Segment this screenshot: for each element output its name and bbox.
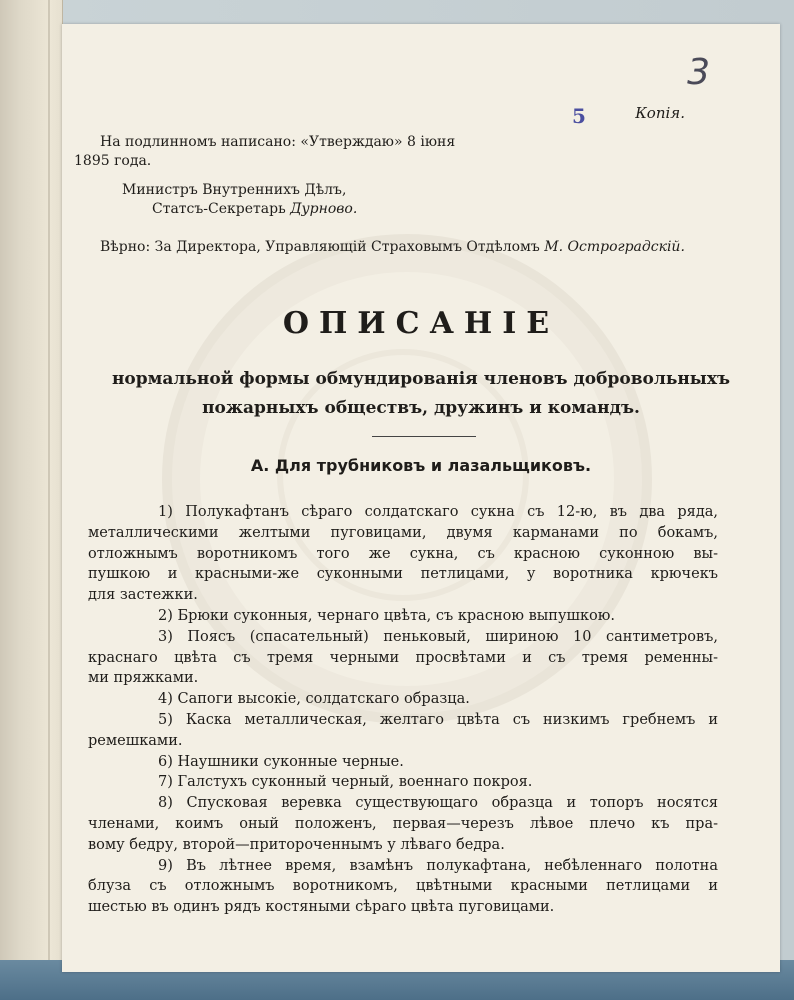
- text-line: вому бедру, второй—притороченнымъ у лѣваго бедра.: [88, 836, 505, 853]
- certification-text: Вѣрно: За Директора, Управляющій Страховымъ Отдѣломъ: [100, 239, 540, 255]
- text-line: 5) Каска металлическая, желтаго цвѣта съ низкимъ гребнемъ и: [158, 711, 718, 728]
- document-subtitle-line-1: нормальной формы обмундированія членовъ добровольныхъ: [111, 369, 731, 389]
- certification-signature: М. Остроградскій.: [544, 239, 685, 255]
- section-heading: А. Для трубниковъ и лазальщиковъ.: [250, 456, 592, 475]
- document-subtitle-line-2: пожарныхъ обществъ, дружинъ и командъ.: [202, 398, 640, 418]
- minister-line-1: Министръ Внутреннихъ Дѣлъ,: [122, 182, 347, 198]
- ink-stamp-mark: 5: [572, 104, 586, 128]
- copy-label: Копія.: [635, 104, 685, 122]
- document-page: [62, 24, 780, 972]
- approval-note-line-2: 1895 года.: [74, 153, 152, 169]
- approval-note-line-1: На подлинномъ написано: «Утверждаю» 8 іюня: [100, 134, 456, 150]
- text-line: 7) Галстухъ суконный черный, военнаго покроя.: [158, 774, 533, 791]
- text-line: 6) Наушники суконные черные.: [158, 753, 404, 770]
- text-line: металлическими желтыми пуговицами, двумя карманами по бокамъ,: [88, 524, 718, 541]
- text-line: блуза съ отложнымъ воротникомъ, цвѣтными красными петлицами и: [88, 878, 718, 895]
- previous-page-edge: [0, 0, 63, 1000]
- certification-line: [100, 239, 685, 255]
- text-line: для застежки.: [88, 587, 198, 604]
- text-line: 3) Поясъ (спасательный) пеньковый, шириною 10 сантиметровъ,: [158, 628, 718, 645]
- document-title: ОПИСАНІЕ: [282, 306, 560, 341]
- text-line: 9) Въ лѣтнее время, взамѣнъ полукафтана, небѣленнаго полотна: [158, 857, 718, 874]
- text-line: 2) Брюки суконныя, чернаго цвѣта, съ красною выпушкою.: [158, 607, 615, 624]
- text-line: членами, коимъ оный положенъ, первая—черезъ лѣвое плечо къ пра-: [88, 815, 718, 832]
- text-line: пушкою и красными-же суконными петлицами, у воротника крючекъ: [88, 566, 718, 583]
- title-divider: [372, 436, 476, 437]
- minister-line-2: [152, 201, 357, 217]
- text-line: ми пряжками.: [88, 670, 199, 687]
- text-line: ремешками.: [88, 732, 183, 749]
- minister-title: Статсъ-Секретарь: [152, 201, 286, 217]
- text-line: отложнымъ воротникомъ того же сукна, съ красною суконною вы-: [88, 545, 718, 562]
- text-line: 8) Спусковая веревка существующаго образца и топоръ носятся: [158, 795, 718, 812]
- text-line: краснаго цвѣта съ тремя черными просвѣтами и съ тремя ременны-: [88, 649, 718, 666]
- item-list: [88, 502, 718, 918]
- text-line: шестью въ одинъ рядъ костяными сѣраго цвѣта пуговицами.: [88, 899, 555, 916]
- minister-signature: Дурново.: [290, 201, 358, 217]
- text-line: 1) Полукафтанъ сѣраго солдатскаго сукна съ 12-ю, въ два ряда,: [158, 504, 718, 520]
- text-line: 4) Сапоги высокіе, солдатскаго образца.: [158, 691, 470, 708]
- archive-page-number: 3: [687, 52, 710, 93]
